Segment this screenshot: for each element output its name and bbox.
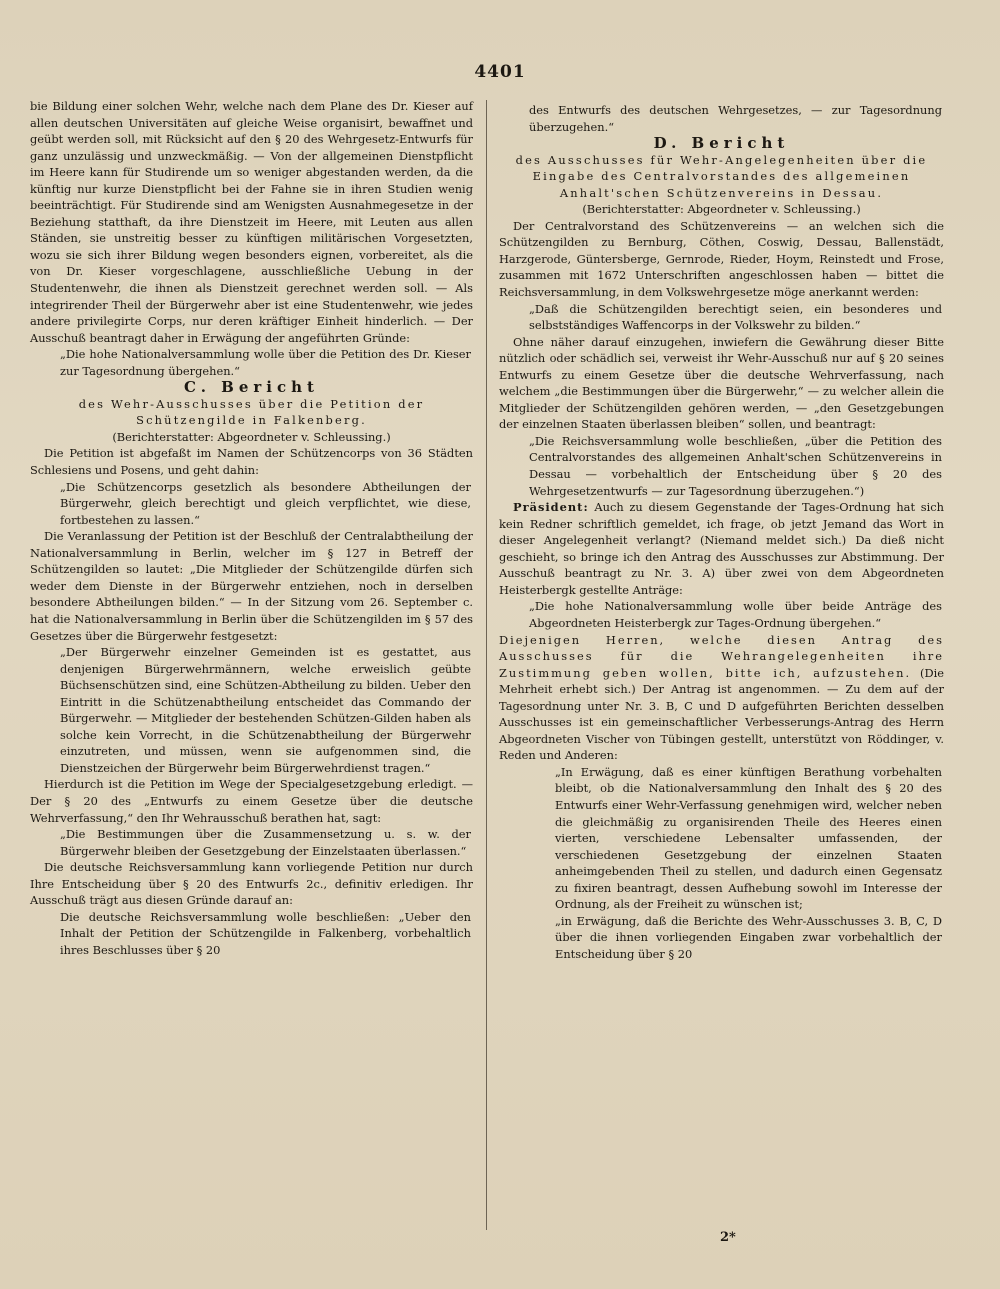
president-paragraph — [499, 499, 944, 598]
section-heading-d: D. Bericht — [653, 134, 790, 153]
quote: „In Erwägung, daß es einer künftigen Berathung vorbehalten bleibt, ob die Nationalversammlung den Inhalt des § 20 des Entwurfs einer Wehr-Verfassung genehmigen wird, welcher neben die gleichmäßig zu organisirenden Theile des Heeres einen vierten, verschiedene Lebensalter umfassenden, der verschiedenen Gesetzgebung der einzelnen Staaten anheimgebenden Theil zu stellen, und dadurch einen Gegensatz zu fixiren beantragt, dessen Aufhebung sowohl im Interesse der Ordnung, als der Freiheit zu wünschen ist; — [555, 764, 942, 912]
paragraph: bie Bildung einer solchen Wehr, welche nach dem Plane des Dr. Kieser auf allen deutschen Universitäten auf gleiche Weise organisirt, bewaffnet und geübt werden soll, mit Rücksicht auf den § 20 des Wehrgesetz-Entwurfs für ganz unzulässig und unzweckmäßig. — Von der allgemeinen Dienstpflicht im Heere kann für Studirende um so weniger abgestanden werden, da die künftig nur kurze Dienstpflicht bei der Fahne sie in ihren Studien wenig beeinträchtigt. Für Studirende sind am Wenigsten Ausnahmegesetze in der Beziehung statthaft, da ihre Dienstzeit im Heere, mit Leuten aus allen Ständen, sie unstreitig besser zu künftigen militärischen Vorgesetzten, wozu sie sich ihrer Bildung wegen besonders eignen, vorbereitet, als die von Dr. Kieser vorgeschlagene, ausschließliche Uebung in der Studentenwehr, die ihnen als Dienstzeit gerechnet werden soll. — Als integrirender Theil der Bürgerwehr aber ist eine Studentenwehr, wie jedes andere privilegirte Corps, nur deren kräftiger Einheit hinderlich. — Der Ausschuß beantragt daher in Erwägung der angeführten Gründe: — [30, 99, 473, 345]
quote: „Die Reichsversammlung wolle beschließen, „über die Petition des Centralvorstandes des allgemeinen Anhalt'schen Schützenvereins in Dessau — vorbehaltlich der Entscheidung über § 20 des Wehrgesetzentwurfs — zur Tagesordnung überzugehen.“) — [529, 433, 942, 498]
section-subheading-c: des Wehr-Ausschusses über die Petition der Schützengilde in Falkenberg. — [78, 396, 425, 428]
quote: „in Erwägung, daß die Berichte des Wehr-Ausschusses 3. B, C, D über die ihnen vorliegenden Eingaben zwar vorbehaltlich der Entscheidung über § 20 — [555, 913, 942, 961]
section-subheading-d: des Ausschusses für Wehr-Angelegenheiten über die Eingabe des Centralvorstandes des allgemeinen Anhalt'schen Schützenvereins in Dessau. — [515, 152, 928, 200]
left-column — [30, 98, 473, 958]
spaced-text: Diejenigen Herren, welche diesen Antrag des Ausschusses für die Wehrangelegenheiten ihre Zustimmung geben wollen, bitte ich, aufzustehen. — [499, 632, 944, 680]
quote: „Die Schützencorps gesetzlich als besondere Abtheilungen der Bürgerwehr, gleich berechtigt und gleich verpflichtet, wie diese, fortbestehen zu lassen.“ — [60, 479, 471, 527]
paragraph: Hierdurch ist die Petition im Wege der Specialgesetzgebung erledigt. — Der § 20 des „Entwurfs zu einem Gesetze über die deutsche Wehrverfassung,“ den Ihr Wehrausschuß berathen hat, sagt: — [30, 777, 473, 825]
paragraph — [499, 632, 944, 764]
paragraph: Die deutsche Reichsversammlung kann vorliegende Petition nur durch Ihre Entscheidung über § 20 des Entwurfs 2c., definitiv erledigen. Ihr Ausschuß trägt aus diesen Gründe darauf an: — [30, 860, 473, 908]
reporter-line: (Berichterstatter: Abgeordneter v. Schleussing.) — [112, 429, 391, 444]
paragraph: Die Veranlassung der Petition ist der Beschluß der Centralabtheilung der Nationalversammlung in Berlin, welcher im § 127 in Betreff der Schützengilden so lautet: „Die Mitglieder der Schützengilde dürfen sich weder dem Dienste in der Bürgerwehr entziehen, noch in derselben besondere Abtheilungen bilden.“ — In der Sitzung vom 26. September c. hat die Nationalversammlung in Berlin über die Schützengilden im § 57 des Gesetzes über die Bürgerwehr festgesetzt: — [30, 529, 473, 643]
quote: Die deutsche Reichsversammlung wolle beschließen: „Ueber den Inhalt der Petition der Schützengilde in Falkenberg, vorbehaltlich ihres Beschlusses über § 20 — [60, 909, 471, 957]
paragraph: Der Centralvorstand des Schützenvereins — an welchen sich die Schützengilden zu Bernburg, Cöthen, Coswig, Dessau, Ballenstädt, Harzgerode, Güntersberge, Gernrode, Rieder, Hoym, Reinstedt und Frose, zusammen mit 1672 Unterschriften angeschlossen haben — bittet die Reichsversammlung, in dem Volkswehrgesetze möge anerkannt werden: — [499, 218, 944, 300]
quote: „Die hohe Nationalversammlung wolle über die Petition des Dr. Kieser zur Tagesordnung übergehen.“ — [60, 347, 471, 378]
quote: „Der Bürgerwehr einzelner Gemeinden ist es gestattet, aus denjenigen Bürgerwehrmännern, welche erweislich geübte Büchsenschützen sind, eine Schützen-Abtheilung zu bilden. Ueber den Eintritt in die Schützenabtheilung entscheidet das Commando der Bürgerwehr. — Mitglieder der bestehenden Schützen-Gilden haben als solche kein Vorrecht, in die Schützenabtheilung der Bürgerwehr einzutreten, und müssen, wenn sie aufgenommen sind, die Dienstzeichen der Bürgerwehr beim Bürgerwehrdienst tragen.“ — [60, 645, 471, 775]
quote: „Die hohe Nationalversammlung wolle über beide Anträge des Abgeordneten Heisterbergk zur Tages-Ordnung übergehen.“ — [529, 599, 942, 630]
quote: des Entwurfs des deutschen Wehrgesetzes, — zur Tagesordnung überzugehen.“ — [529, 103, 942, 134]
paragraph: Die Petition ist abgefaßt im Namen der Schützencorps von 36 Städten Schlesiens und Posens, und geht dahin: — [30, 446, 473, 478]
printer-signature: 2* — [720, 1230, 736, 1245]
column-divider — [486, 100, 487, 1230]
section-heading-c: C. Bericht — [184, 378, 319, 397]
speech-text: Auch zu diesem Gegenstande der Tages-Ordnung hat sich kein Redner schriftlich gemeldet, ich frage, ob jetzt Jemand das Wort in dieser Angelegenheit verlangt? (Niemand meldet sich.) Da dieß nicht geschieht, so bringe ich den Antrag des Ausschusses zur Abstimmung. Der Ausschuß beantragt zu Nr. 3. A) über zwei von dem Abgeordneten Heisterbergk gestellte Anträge: — [499, 500, 944, 597]
right-column — [499, 102, 944, 962]
paragraph-text: (Die Mehrheit erhebt sich.) Der Antrag ist angenommen. — Zu dem auf der Tagesordnung unter Nr. 3. B, C und D aufgeführten Berichten desselben Ausschusses ist ein gemeinschaftlicher Verbesserungs-Antrag des Herrn Abgeordneten Vischer von Tübingen gestellt, unterstützt von Röddinger, v. Reden und Anderen: — [499, 665, 945, 763]
quote: „Daß die Schützengilden berechtigt seien, ein besonderes und selbstständiges Waffencorps in der Volkswehr zu bilden.“ — [529, 301, 942, 333]
paragraph: Ohne näher darauf einzugehen, inwiefern die Gewährung dieser Bitte nützlich oder schädlich sei, verweist ihr Wehr-Ausschuß nur auf § 20 seines Entwurfs zu einem Gesetze über die deutsche Wehrverfassung, nach welchem „die Bestimmungen über die Bürgerwehr,“ — zu welcher allein die Mitglieder der Schützengilden gehören werden, — „den Gesetzgebungen der einzelnen Staaten überlassen bleiben“ sollen, und beantragt: — [499, 334, 944, 432]
reporter-line: (Berichterstatter: Abgeordneter v. Schleussing.) — [582, 202, 861, 217]
speaker-label: Präsident: — [513, 500, 589, 515]
quote: „Die Bestimmungen über die Zusammensetzung u. s. w. der Bürgerwehr bleiben der Gesetzgebung der Einzelstaaten überlassen.“ — [60, 827, 471, 858]
page-number: 4401 — [474, 62, 526, 82]
